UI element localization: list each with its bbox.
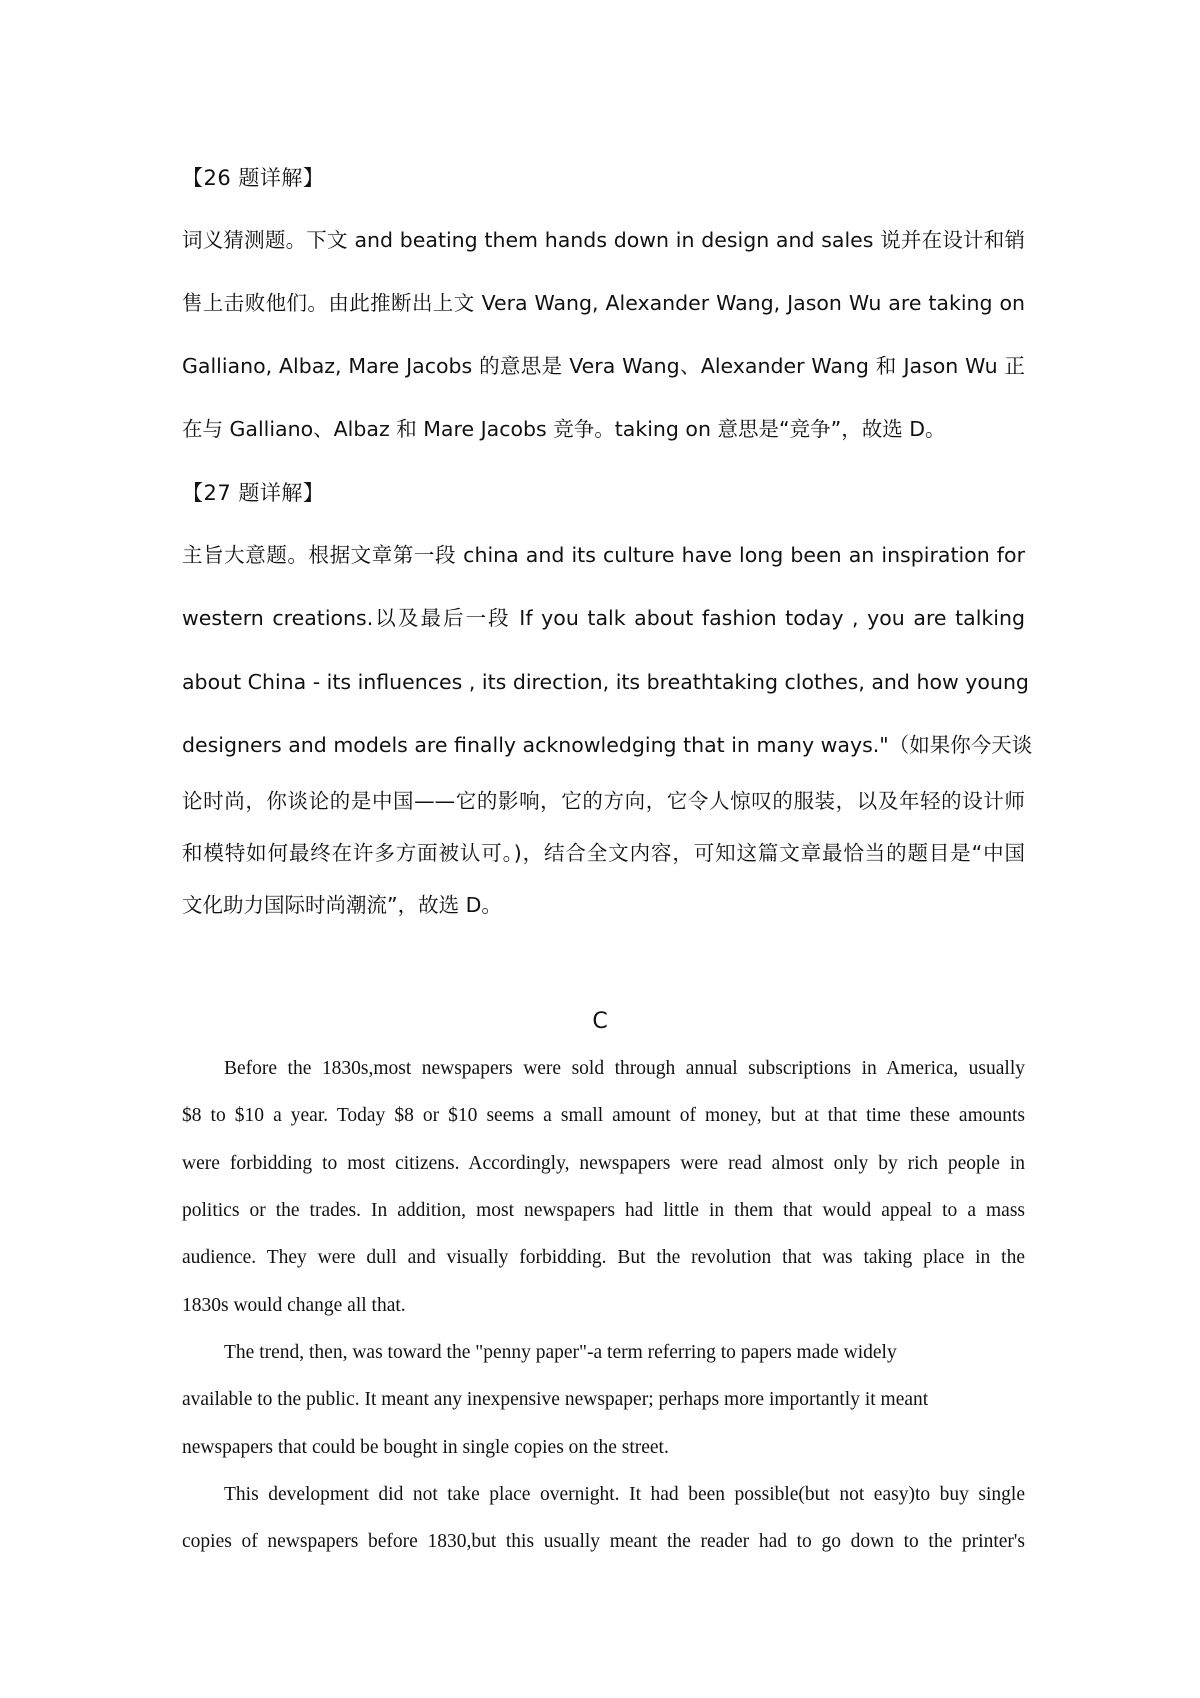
passage-line: This development did not take place overnight. It had been possible(but not easy)to buy single	[224, 1484, 1025, 1505]
passage-section-letter: C	[592, 1009, 608, 1034]
q26-heading: 【26 题详解】	[182, 166, 325, 190]
passage-line: newspapers that could be bought in single copies on the street.	[182, 1437, 669, 1458]
q26-line: 在与 Galliano、Albaz 和 Mare Jacobs 竞争。taking on 意思是“竞争”，故选 D。	[182, 417, 946, 441]
passage-line: The trend, then, was toward the "penny paper"-a term referring to papers made widely	[224, 1342, 897, 1363]
q26-line: Galliano, Albaz, Mare Jacobs 的意思是 Vera Wang、Alexander Wang 和 Jason Wu 正	[182, 354, 1025, 378]
q27-line: 和模特如何最终在许多方面被认可。)，结合全文内容，可知这篇文章最恰当的题目是“中国	[182, 841, 1025, 865]
passage-line: Before the 1830s,most newspapers were sold through annual subscriptions in America, usually	[224, 1058, 1025, 1079]
passage-line: audience. They were dull and visually forbidding. But the revolution that was taking place in the	[182, 1247, 1025, 1268]
passage-line: were forbidding to most citizens. Accordingly, newspapers were read almost only by rich people in	[182, 1153, 1025, 1174]
q27-line: western creations.以及最后一段 If you talk about fashion today , you are talking	[182, 606, 1025, 630]
q27-line: 文化助力国际时尚潮流”，故选 D。	[182, 893, 502, 917]
q27-line: designers and models are finally acknowledging that in many ways."（如果你今天谈	[182, 733, 1033, 757]
passage-line: $8 to $10 a year. Today $8 or $10 seems a small amount of money, but at that time these amounts	[182, 1105, 1025, 1126]
q27-line: 论时尚，你谈论的是中国——它的影响，它的方向，它令人惊叹的服装，以及年轻的设计师	[182, 789, 1025, 813]
q27-heading: 【27 题详解】	[182, 481, 325, 505]
q26-line: 词义猜测题。下文 and beating them hands down in design and sales 说并在设计和销	[182, 228, 1025, 252]
passage-line: politics or the trades. In addition, most newspapers had little in them that would appeal to a mass	[182, 1200, 1025, 1221]
passage-line: copies of newspapers before 1830,but this usually meant the reader had to go down to the printer's	[182, 1531, 1025, 1552]
q26-line: 售上击败他们。由此推断出上文 Vera Wang, Alexander Wang, Jason Wu are taking on	[182, 291, 1025, 315]
q27-line: about China - its influences , its direction, its breathtaking clothes, and how young	[182, 670, 1029, 694]
passage-line: available to the public. It meant any inexpensive newspaper; perhaps more importantly it meant	[182, 1389, 929, 1410]
passage-line: 1830s would change all that.	[182, 1295, 406, 1316]
q27-line: 主旨大意题。根据文章第一段 china and its culture have long been an inspiration for	[182, 543, 1025, 567]
